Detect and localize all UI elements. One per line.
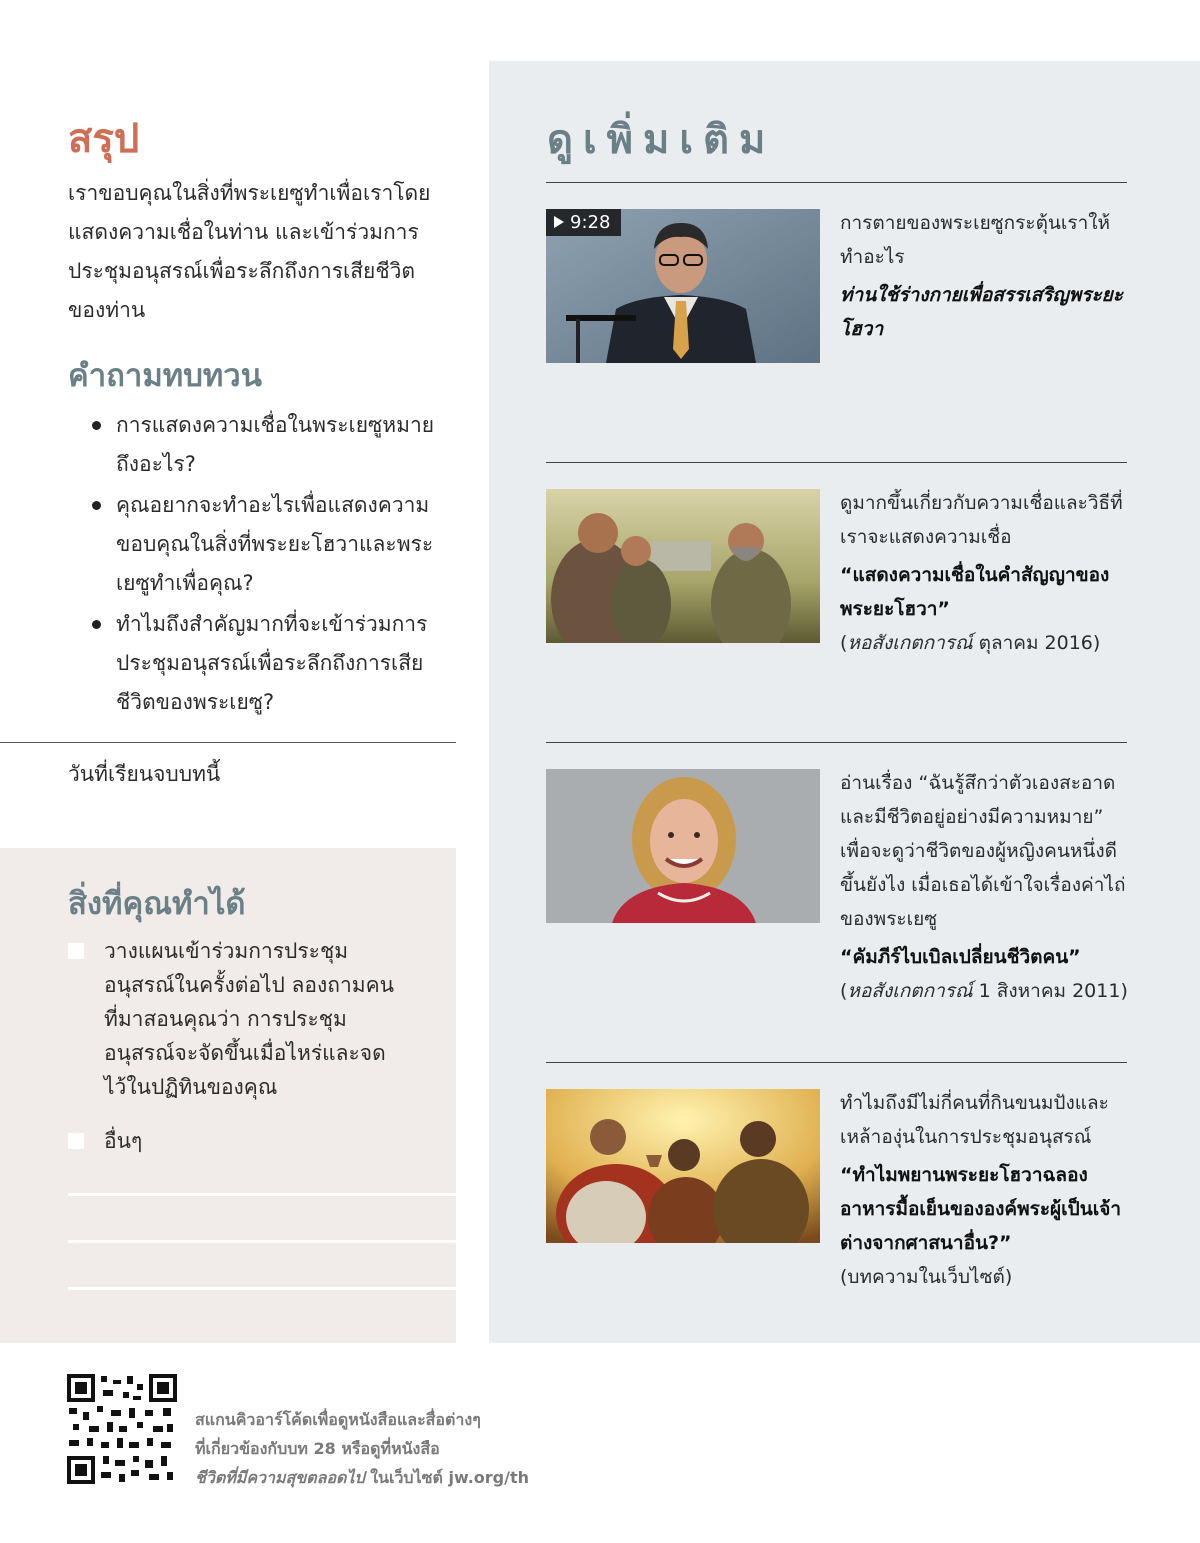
- see-more-item-text: [840, 766, 1130, 1008]
- divider: [0, 742, 456, 743]
- qr-code-icon: [67, 1374, 177, 1484]
- review-question: [90, 486, 450, 603]
- ancient-men-image: [546, 489, 820, 643]
- checkbox-icon[interactable]: [68, 1133, 84, 1149]
- item-link-title[interactable]: ท่านใช้ร่างกายเพื่อสรรเสริญพระยะโฮวา: [840, 284, 1124, 340]
- item-description: การตายของพระเยซูกระตุ้นเราให้ทำอะไร: [840, 212, 1111, 268]
- review-question-text: คุณอยากจะทำอะไรเพื่อแสดงความขอบคุณในสิ่งที่พระยะโฮวาและพระเยซูทำเพื่อคุณ?: [116, 493, 434, 595]
- publication-date: 1 สิงหาคม 2011): [972, 980, 1128, 1002]
- see-more-item-text: [840, 1086, 1130, 1294]
- item-description: ดูมากขึ้นเกี่ยวกับความเชื่อและวิธีที่เราจะแสดงความเชื่อ: [840, 492, 1123, 548]
- lords-supper-image: [546, 1089, 820, 1243]
- see-more-panel: [489, 61, 1200, 1343]
- todo-item[interactable]: [68, 934, 398, 1104]
- divider: [546, 1062, 1127, 1063]
- bullet-icon: [92, 620, 101, 629]
- publication-title: หอสังเกตการณ์: [847, 632, 973, 654]
- item-description: อ่านเรื่อง “ฉันรู้สึกว่าตัวเองสะอาด และมีชีวิตอยู่อย่างมีความหมาย” เพื่อจะดูว่าชีวิตของผู้หญิงคนหนึ่งดีขึ้นยังไง เมื่อเธอได้เข้าใจเรื่องค่าไถ่ของพระเยซู: [840, 772, 1126, 930]
- article-thumbnail[interactable]: [546, 769, 820, 923]
- publication-date: ตุลาคม 2016): [972, 632, 1101, 654]
- article-thumbnail[interactable]: [546, 1089, 820, 1243]
- footer-line: สแกนคิวอาร์โค้ดเพื่อดูหนังสือและสื่อต่างๆ: [195, 1410, 481, 1429]
- summary-text: เราขอบคุณในสิ่งที่พระเยซูทำเพื่อเราโดยแสดงความเชื่อในท่าน และเข้าร่วมการประชุมอนุสรณ์เพื่อระลึกถึงการเสียชีวิตของท่าน: [68, 181, 431, 322]
- book-title: ชีวิตที่มีความสุขตลอดไป: [195, 1468, 365, 1487]
- review-question-text: การแสดงความเชื่อในพระเยซูหมายถึงอะไร?: [116, 413, 435, 476]
- write-in-line[interactable]: [68, 1240, 456, 1243]
- footer-line: [195, 1463, 615, 1492]
- completed-date-label: วันที่เรียนจบบทนี้: [68, 762, 221, 786]
- video-duration-badge: [546, 209, 621, 236]
- checkbox-icon[interactable]: [68, 943, 84, 959]
- review-questions-list: [90, 406, 450, 724]
- bullet-icon: [92, 501, 101, 510]
- video-thumbnail[interactable]: [546, 209, 820, 363]
- item-source: (หอสังเกตการณ์ ตุลาคม 2016): [840, 632, 1101, 654]
- item-source: (หอสังเกตการณ์ 1 สิงหาคม 2011): [840, 980, 1128, 1002]
- play-icon: [554, 216, 564, 228]
- item-description: ทำไมถึงมีไม่กี่คนที่กินขนมปังและเหล้าองุ่นในการประชุมอนุสรณ์: [840, 1092, 1109, 1148]
- woman-portrait-image: [546, 769, 820, 923]
- review-question: [90, 605, 450, 722]
- todo-item-text: วางแผนเข้าร่วมการประชุมอนุสรณ์ในครั้งต่อไป ลองถามคนที่มาสอนคุณว่า การประชุมอนุสรณ์จะจัดขึ้นเมื่อไหร่และจดไว้ในปฏิทินของคุณ: [104, 939, 395, 1099]
- see-more-item-text: [840, 206, 1130, 346]
- bullet-icon: [92, 421, 101, 430]
- see-more-item-text: [840, 486, 1130, 660]
- item-link-title[interactable]: “คัมภีร์ไบเบิลเปลี่ยนชีวิตคน”: [840, 946, 1081, 968]
- qr-code[interactable]: [67, 1374, 177, 1484]
- summary-title: สรุป: [68, 116, 140, 162]
- review-question: [90, 406, 450, 484]
- item-link-title[interactable]: “ทำไมพยานพระยะโฮวาฉลองอาหารมื้อเย็นขององค์พระผู้เป็นเจ้าต่างจากศาสนาอื่น?”: [840, 1164, 1122, 1254]
- footer-line: ที่เกี่ยวข้องกับบท 28 หรือดูที่หนังสือ: [195, 1439, 440, 1458]
- website-text[interactable]: ในเว็บไซต์ jw.org/th: [364, 1468, 529, 1487]
- todo-box: [0, 848, 456, 1343]
- footer-qr-instructions: [195, 1405, 615, 1492]
- item-source: (บทความในเว็บไซต์): [840, 1266, 1013, 1288]
- item-link-title[interactable]: “แสดงความเชื่อในคำสัญญาของพระยะโฮวา”: [840, 564, 1110, 620]
- see-more-title: ดูเพิ่มเติม: [547, 117, 776, 163]
- divider: [546, 182, 1127, 183]
- video-duration: 9:28: [570, 212, 611, 233]
- write-in-line[interactable]: [68, 1193, 456, 1196]
- publication-title: หอสังเกตการณ์: [847, 980, 973, 1002]
- todo-item[interactable]: [68, 1124, 398, 1158]
- review-question-text: ทำไมถึงสำคัญมากที่จะเข้าร่วมการประชุมอนุสรณ์เพื่อระลึกถึงการเสียชีวิตของพระเยซู?: [116, 612, 428, 714]
- divider: [546, 742, 1127, 743]
- write-in-line[interactable]: [68, 1287, 456, 1290]
- todo-item-text: อื่นๆ: [104, 1129, 143, 1153]
- article-thumbnail[interactable]: [546, 489, 820, 643]
- divider: [546, 462, 1127, 463]
- review-title: คำถามทบทวน: [68, 358, 262, 394]
- todo-title: สิ่งที่คุณทำได้: [68, 886, 246, 922]
